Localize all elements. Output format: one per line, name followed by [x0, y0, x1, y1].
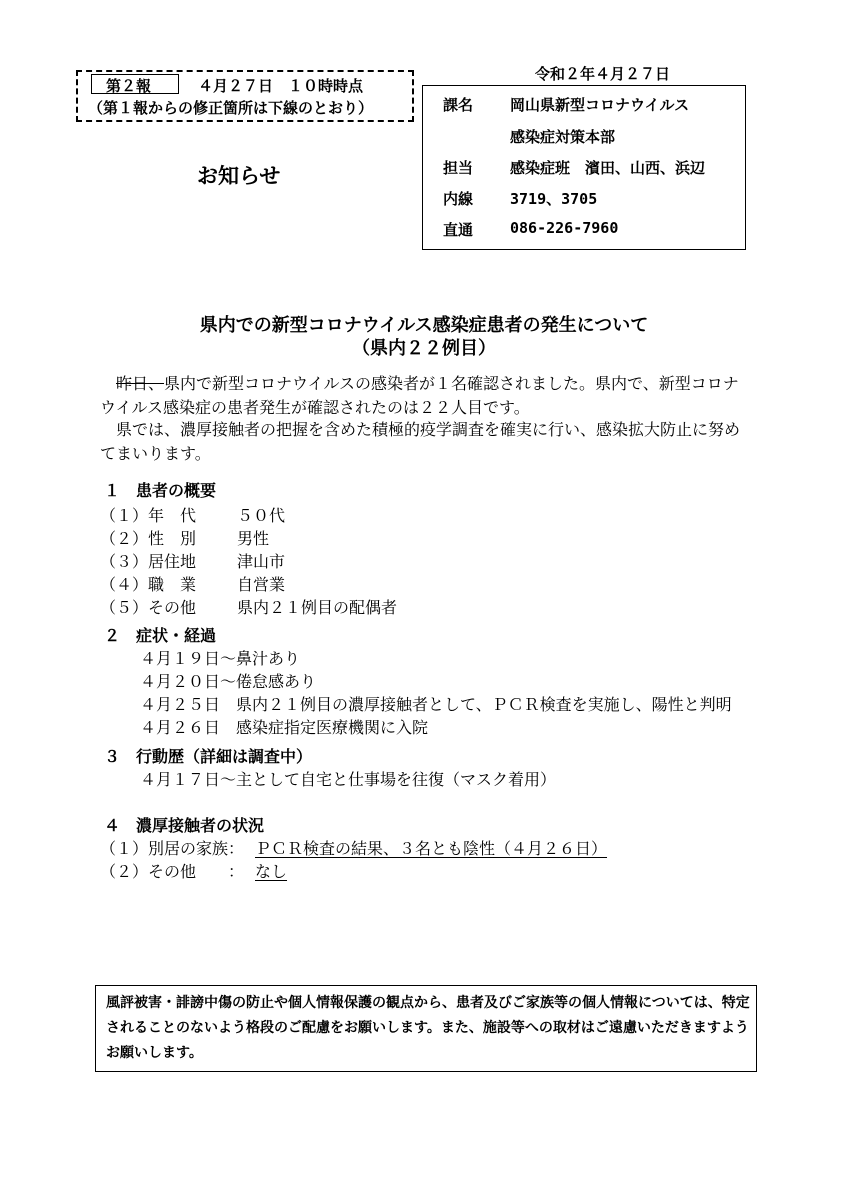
- struck-text: 昨日、: [116, 374, 165, 393]
- item-other-value: 県内２１例目の配偶者: [237, 598, 398, 617]
- item-other-label: （５）その他: [100, 598, 197, 617]
- edition-label: 第２報: [106, 77, 152, 95]
- ext-value: 3719、3705: [510, 190, 598, 208]
- item-age-value: ５０代: [237, 506, 286, 525]
- item-age-label: （１）年 代: [100, 506, 197, 525]
- symptom-line: ４月２６日 感染症指定医療機関に入院: [140, 718, 429, 737]
- contact-family-value: ＰＣＲ検査の結果、３名とも陰性（４月２６日）: [255, 839, 608, 858]
- dept-value-1: 岡山県新型コロナウイルス: [510, 96, 690, 114]
- section1-heading: １ 患者の概要: [104, 481, 217, 500]
- item-job-value: 自営業: [237, 575, 286, 594]
- dept-value-2: 感染症対策本部: [510, 128, 616, 146]
- issue-date: 令和２年４月２７日: [535, 65, 671, 83]
- symptom-line: ４月１９日～鼻汁あり: [140, 649, 301, 668]
- dept-label: 課名: [443, 96, 474, 114]
- section4-heading: ４ 濃厚接触者の状況: [104, 816, 265, 835]
- section2-heading: ２ 症状・経過: [104, 626, 217, 645]
- item-sex-label: （２）性 別: [100, 529, 197, 548]
- correction-note: （第１報からの修正箇所は下線のとおり）: [88, 99, 374, 117]
- ext-label: 内線: [443, 190, 474, 208]
- activity-line: ４月１７日～主として自宅と仕事場を往復（マスク着用）: [140, 770, 557, 789]
- item-residence-label: （３）居住地: [100, 552, 197, 571]
- item-sex-value: 男性: [237, 529, 270, 548]
- contact-other-label: （２）その他 ：: [100, 862, 245, 881]
- person-value: 感染症班 濱田、山西、浜辺: [510, 159, 706, 177]
- section3-heading: ３ 行動歴（詳細は調査中）: [104, 747, 313, 766]
- symptom-line: ４月２５日 県内２１例目の濃厚接触者として、ＰＣＲ検査を実施し、陽性と判明: [140, 695, 732, 714]
- doc-title-line1: 県内での新型コロナウイルス感染症患者の発生について: [199, 315, 649, 336]
- contact-family-label: （１）別居の家族：: [100, 839, 245, 858]
- item-residence-value: 津山市: [237, 552, 286, 571]
- intro-paragraph-1: [100, 372, 750, 420]
- person-label: 担当: [443, 159, 474, 177]
- contact-other-value: なし: [255, 862, 288, 881]
- intro-paragraph-2: 県では、濃厚接触者の把握を含めた積極的疫学調査を確実に行い、感染拡大防止に努めてまいります。: [100, 420, 741, 463]
- item-job-label: （４）職 業: [100, 575, 197, 594]
- direct-label: 直通: [443, 221, 474, 239]
- report-datetime: ４月２７日 １０時時点: [198, 77, 364, 95]
- doc-title-line2: （県内２２例目）: [352, 338, 496, 359]
- intro-text: 県内で新型コロナウイルスの感染者が１名確認されました。県内で、新型コロナウイルス感染症の患者発生が確認されたのは２２人目です。: [100, 374, 739, 417]
- notice-label: お知らせ: [197, 164, 281, 188]
- direct-value: 086-226-7960: [510, 219, 619, 237]
- symptom-line: ４月２０日～倦怠感あり: [140, 672, 317, 691]
- privacy-notice-text: 風評被害・誹謗中傷の防止や個人情報保護の観点から、患者及びご家族等の個人情報については、特定されることのないよう格段のご配慮をお願いします。また、施設等への取材はご遠慮いただきますようお願いします。: [106, 995, 750, 1061]
